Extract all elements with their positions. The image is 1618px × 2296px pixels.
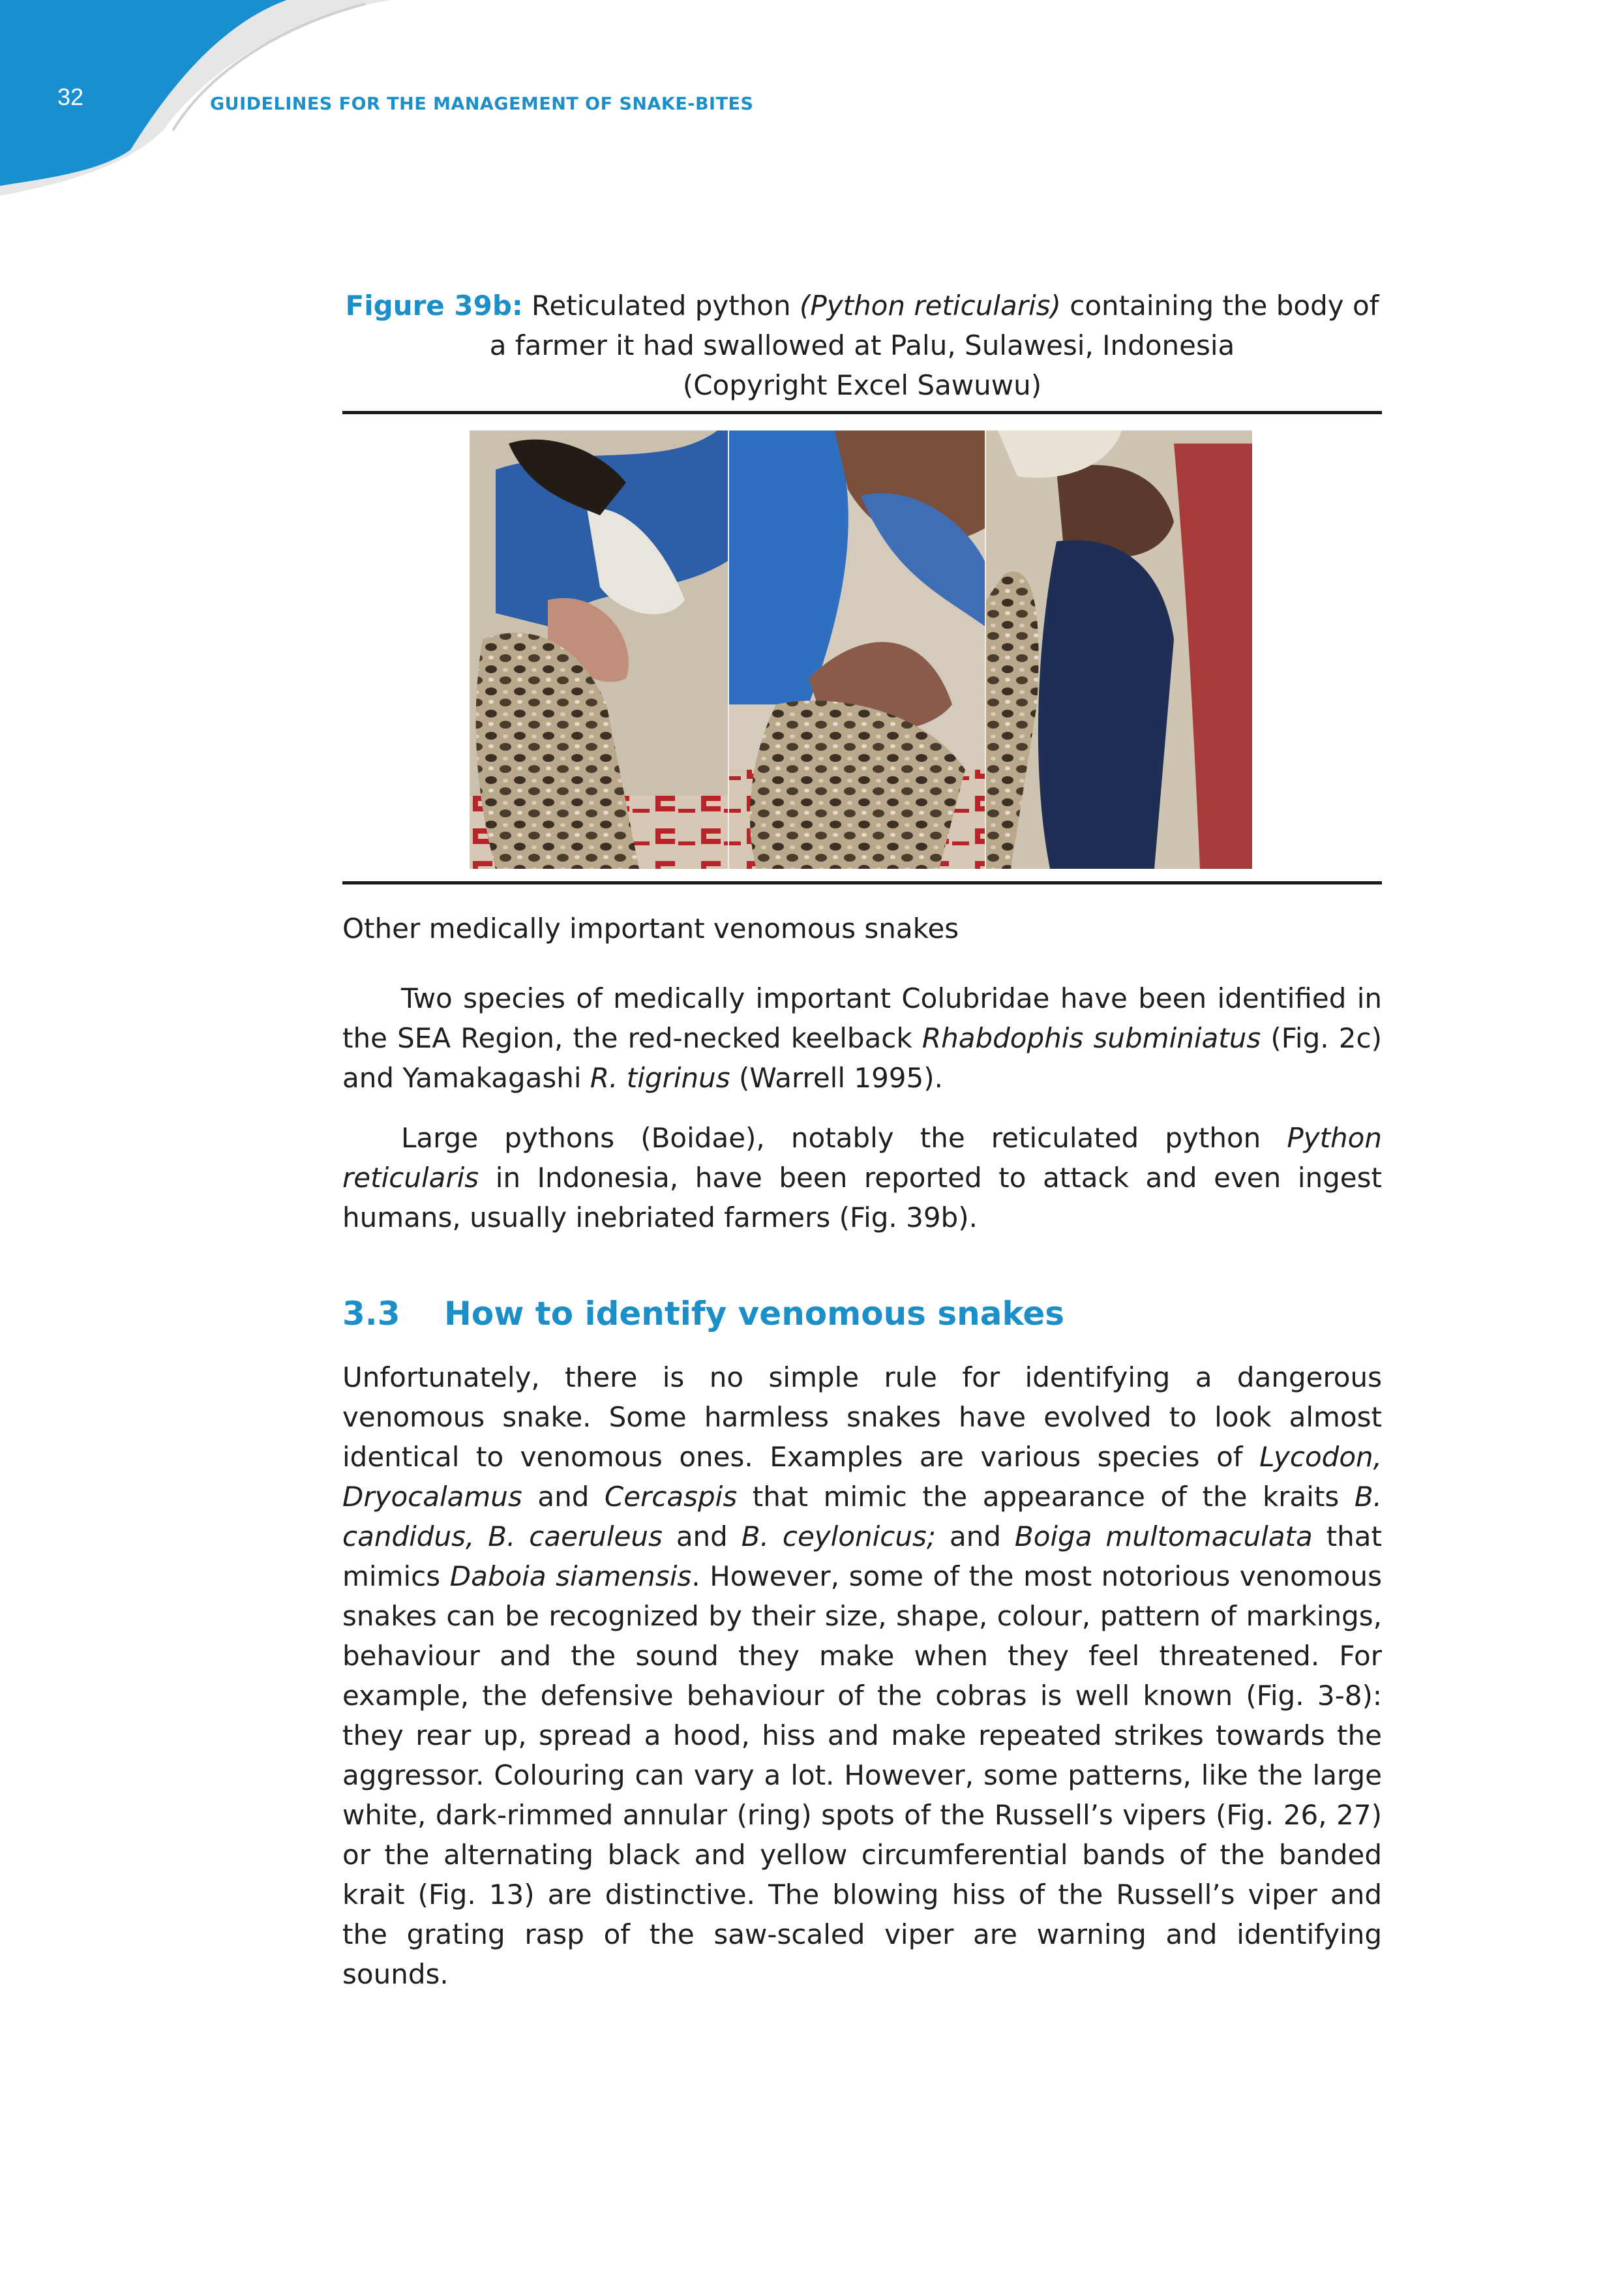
- figure-bottom-rule: [342, 881, 1382, 884]
- section-title: How to identify venomous snakes: [444, 1295, 1065, 1333]
- figure-caption: [342, 286, 1382, 405]
- caption-text: Reticulated python: [522, 290, 800, 322]
- paragraph-colubridae: Two species of medically important Colubridae have been identified in the SEA Region, the red-necked keelback Rhabdophis subminiatus (Fig. 2c) and Yamakagashi R. tigrinus (Warrell 1995).: [342, 982, 1382, 1094]
- page-number: 32: [57, 83, 84, 110]
- paragraph-identify: Unfortunately, there is no simple rule for identifying a dangerous venomous snake. Some harmless snakes have evolved to look almost identical to venomous ones. Examples are various species of Lycodon, Dryocalamus and Cercaspis that mimic the appearance of the kraits B. candidus, B. caeruleus and B. ceylonicus; and Boiga multomaculata that mimics Daboia siamensis. However, some of the most notorious venomous snakes can be recognized by their size, shape, colour, pattern of markings, behaviour and the sound they make when they feel threatened. For example, the defensive behaviour of the cobras is well known (Fig. 3-8): they rear up, spread a hood, hiss and make repeated strikes towards the aggressor. Colouring can vary a lot. However, some patterns, like the large white, dark-rimmed annular (ring) spots of the Russell’s vipers (Fig. 26, 27) or the alternating black and yellow circumferential bands of the banded krait (Fig. 13) are distinctive. The blowing hiss of the Russell’s viper and the grating rasp of the saw-scaled viper are warning and identifying sounds.: [342, 1361, 1382, 1990]
- caption-species: (Python reticularis): [800, 290, 1061, 322]
- section-number: 3.3: [342, 1295, 400, 1333]
- running-header: GUIDELINES FOR THE MANAGEMENT OF SNAKE-BITES: [210, 94, 754, 114]
- figure-top-rule: [342, 411, 1382, 414]
- subheading: Other medically important venomous snakes: [342, 913, 959, 944]
- figure-credit: (Copyright Excel Sawuwu): [682, 369, 1042, 401]
- section-heading: [342, 1295, 1064, 1333]
- paragraph-pythons: Large pythons (Boidae), notably the reticulated python Python reticularis in Indonesia, have been reported to attack and even ingest humans, usually inebriated farmers (Fig. 39b).: [342, 1122, 1382, 1233]
- figure-label: Figure 39b:: [345, 290, 523, 322]
- figure-photo-python: [470, 430, 1252, 869]
- caption-text: containing the body of a farmer it had swallowed at Palu, Sulawesi, Indonesia: [489, 290, 1379, 361]
